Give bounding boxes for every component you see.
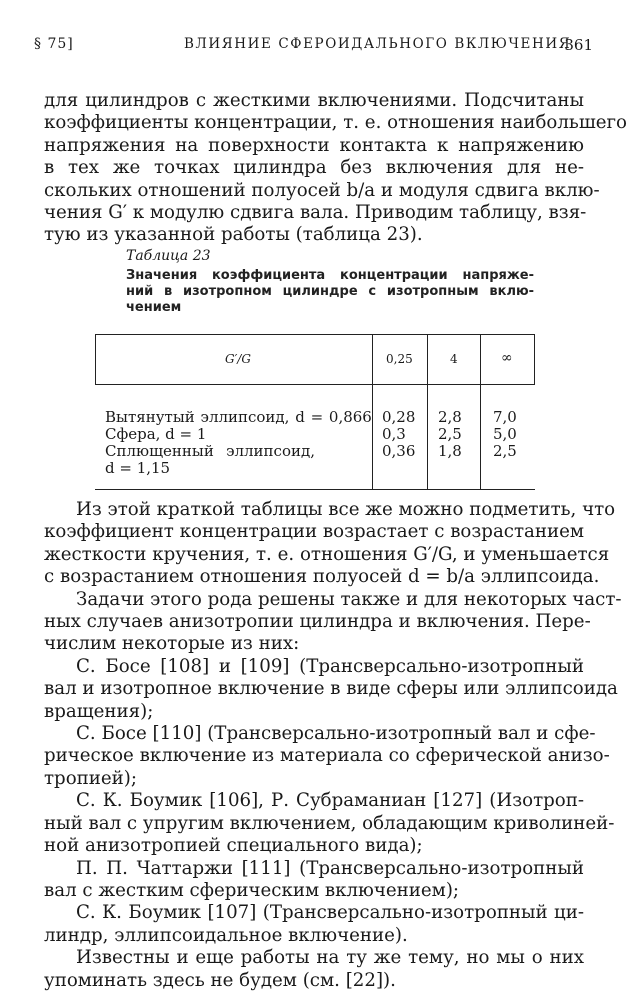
text-line: с возрастанием отношения полуосей d = b/a эллипсоида. [44, 566, 600, 588]
table-rule-bottom [95, 489, 535, 490]
text-line: С. Босе [108] и [109] (Трансверсально-изотропный [76, 655, 584, 677]
row-label: Вытянутый эллипсоид, d = 0,866 [105, 408, 372, 426]
cell-value: 2,5 [438, 425, 462, 443]
text-line: П. П. Чаттаржи [111] (Трансверсально-изотропный [76, 857, 584, 879]
text-line: упоминать здесь не будем (см. [22]). [44, 969, 396, 991]
header-val-2: 4 [450, 352, 458, 366]
row-label-cont: d = 1,15 [105, 459, 171, 477]
table-rule-left [95, 334, 96, 384]
cell-value: 0,3 [382, 425, 406, 443]
text-line: ный вал с упругим включением, обладающим криволиней- [44, 812, 615, 834]
text-line: Задачи этого рода решены также и для некоторых част- [76, 588, 622, 610]
text-line: тропией); [44, 767, 138, 789]
header-val-3: ∞ [501, 350, 513, 366]
table-rule-right [534, 334, 535, 384]
table-title [126, 268, 534, 316]
running-title: ВЛИЯНИЕ СФЕРОИДАЛЬНОГО ВКЛЮЧЕНИЯ [184, 36, 572, 52]
text-line: для цилиндров с жесткими включениями. Подсчитаны [44, 90, 584, 111]
cell-value: 0,28 [382, 408, 416, 426]
text-line: ных случаев анизотропии цилиндра и включения. Пере- [44, 611, 591, 633]
cell-value: 1,8 [438, 442, 462, 460]
text-line: С. Босе [110] (Трансверсально-изотропный вал и сфе- [76, 723, 596, 745]
text-line: жесткости кручения, т. е. отношения G′/G, и уменьшается [44, 543, 610, 565]
text-line: скольких отношений полуосей b/a и модуля сдвига вклю- [44, 179, 600, 201]
header-val-1: 0,25 [386, 352, 413, 366]
table-title-line: чением [126, 300, 182, 315]
cell-value: 2,5 [493, 442, 517, 460]
text-line: Из этой краткой таблицы все же можно подметить, что [76, 499, 616, 520]
table-caption: Таблица 23 [126, 248, 211, 264]
text-line: вращения); [44, 700, 154, 722]
table-rule-top [95, 334, 535, 335]
text-line: линдр, эллипсоидальное включение). [44, 924, 408, 946]
text-line: Известны и еще работы на ту же тему, но мы о них [76, 947, 584, 969]
text-line: коэффициенты концентрации, т. е. отношения наибольшего [44, 112, 627, 134]
concentration-table [95, 334, 535, 490]
text-line: вал с жестким сферическим включением); [44, 879, 460, 901]
text-line: числим некоторые из них: [44, 633, 300, 655]
header-ratio: G′/G [225, 352, 251, 366]
body-text [44, 499, 622, 992]
intro-paragraph [44, 90, 627, 247]
text-line: в тех же точках цилиндра без включения для не- [44, 157, 584, 179]
table-title-line: ний в изотропном цилиндре с изотропным вклю- [126, 284, 534, 299]
page-number: 361 [564, 36, 593, 54]
cell-value: 5,0 [493, 425, 517, 443]
text-line: чения G′ к модулю сдвига вала. Приводим таблицу, взя- [44, 202, 587, 224]
table-title-line: Значения коэффициента концентрации напряже- [126, 268, 534, 283]
table-rule-header [95, 384, 535, 385]
table-rule-col3 [480, 334, 481, 490]
cell-value: 7,0 [493, 408, 517, 426]
text-line: вал и изотропное включение в виде сферы или эллипсоида [44, 678, 618, 700]
cell-value: 0,36 [382, 442, 416, 460]
section-marker: § 75] [34, 36, 74, 52]
text-line: напряжения на поверхности контакта к напряжению [44, 134, 584, 156]
table-rule-col1 [372, 334, 373, 490]
row-label: Сплющенный эллипсоид, [105, 442, 315, 460]
row-label: Сфера, d = 1 [105, 425, 207, 443]
text-line: С. К. Боумик [106], Р. Субраманиан [127] (Изотроп- [76, 790, 584, 812]
running-header [34, 36, 593, 58]
text-line: тую из указанной работы (таблица 23). [44, 224, 423, 246]
text-line: ной анизотропией специального вида); [44, 835, 423, 857]
text-line: коэффициент концентрации возрастает с возрастанием [44, 521, 585, 543]
text-line: рическое включение из материала со сферической анизо- [44, 745, 610, 767]
table-rule-col2 [427, 334, 428, 490]
cell-value: 2,8 [438, 408, 462, 426]
text-line: С. К. Боумик [107] (Трансверсально-изотропный ци- [76, 902, 584, 924]
